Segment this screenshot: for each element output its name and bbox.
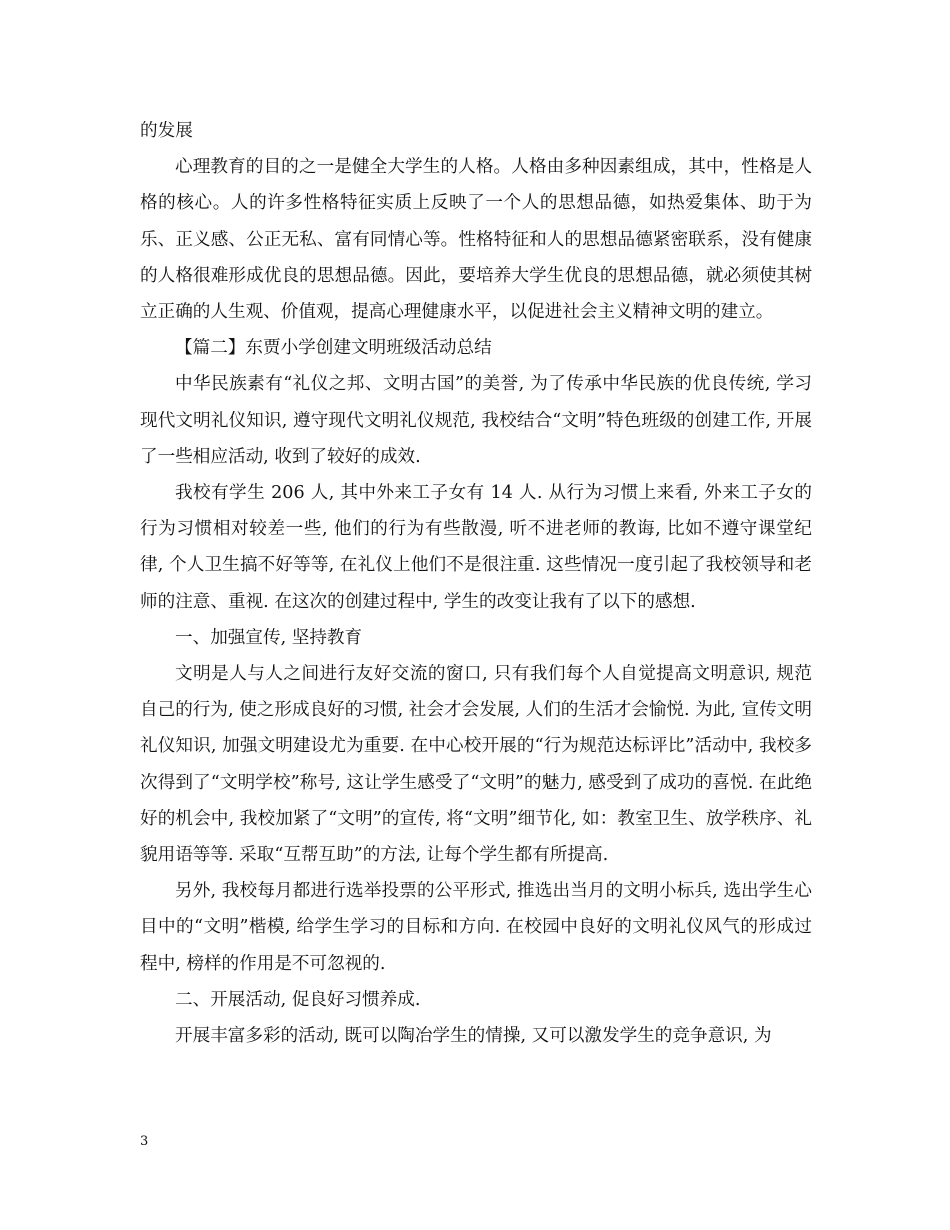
document-body xyxy=(140,113,812,1054)
paragraph: 开展丰富多彩的活动, 既可以陶冶学生的情操, 又可以激发学生的竞争意识, 为 xyxy=(175,1026,772,1047)
paragraph: 的发展 xyxy=(140,121,193,141)
paragraph: 心理教育的目的之一是健全大学生的人格。人格由多种因素组成，其中，性格是人格的核心。人的许多性格特征实质上反映了一个人的思想品德，如热爱集体、助于为乐、正义感、公正无私、富有同情心等。性格特征和人的思想品德紧密联系，没有健康的人格很难形成优良的思想品德。因此，要培养大学生优良的思想品德，就必须使其树立正确的人生观、价值观，提高心理健康水平，以促进社会主义精神文明的建立。 xyxy=(140,157,812,323)
page-number: 3 xyxy=(140,1134,149,1149)
paragraph: 我校有学生 206 人, 其中外来工子女有 14 人. 从行为习惯上来看, 外来工子女的行为习惯相对较差一些, 他们的行为有些散漫, 听不进老师的教诲, 比如不遵守课堂纪律, 个人卫生搞不好等等, 在礼仪上他们不是很注重. 这些情况一度引起了我校领导和老师的注意、重视. 在这次的创建过程中, 学生的改变让我有了以下的感想. xyxy=(140,483,812,612)
paragraph: 另外, 我校每月都进行选举投票的公平形式, 推选出当月的文明小标兵, 选出学生心目中的“文明”楷模, 给学生学习的目标和方向. 在校园中良好的文明礼仪风气的形成过程中, 榜样的作用是不可忽视的. xyxy=(140,881,812,974)
subsection-heading: 一、加强宣传, 坚持教育 xyxy=(175,627,363,648)
section-heading: 【篇二】东贾小学创建文明班级活动总结 xyxy=(175,338,492,359)
paragraph: 中华民族素有“礼仪之邦、文明古国”的美誉, 为了传承中华民族的优良传统, 学习现代文明礼仪知识, 遵守现代文明礼仪规范, 我校结合“文明”特色班级的创建工作, 开展了一些相应活动, 收到了较好的成效. xyxy=(140,374,812,467)
subsection-heading: 二、开展活动, 促良好习惯养成. xyxy=(175,989,421,1010)
paragraph: 文明是人与人之间进行友好交流的窗口, 只有我们每个人自觉提高文明意识, 规范自己的行为, 使之形成良好的习惯, 社会才会发展, 人们的生活才会愉悦. 为此, 宣传文明礼仪知识, 加强文明建设尤为重要. 在中心校开展的“行为规范达标评比”活动中, 我校多次得到了“文明学校”称号, 这让学生感受了“文明”的魅力, 感受到了成功的喜悦. 在此绝好的机会中, 我校加紧了“文明”的宣传, 将“文明”细节化, 如：教室卫生、放学秩序、礼貌用语等等. 采取“互帮互助”的方法, 让每个学生都有所提高. xyxy=(140,664,812,866)
